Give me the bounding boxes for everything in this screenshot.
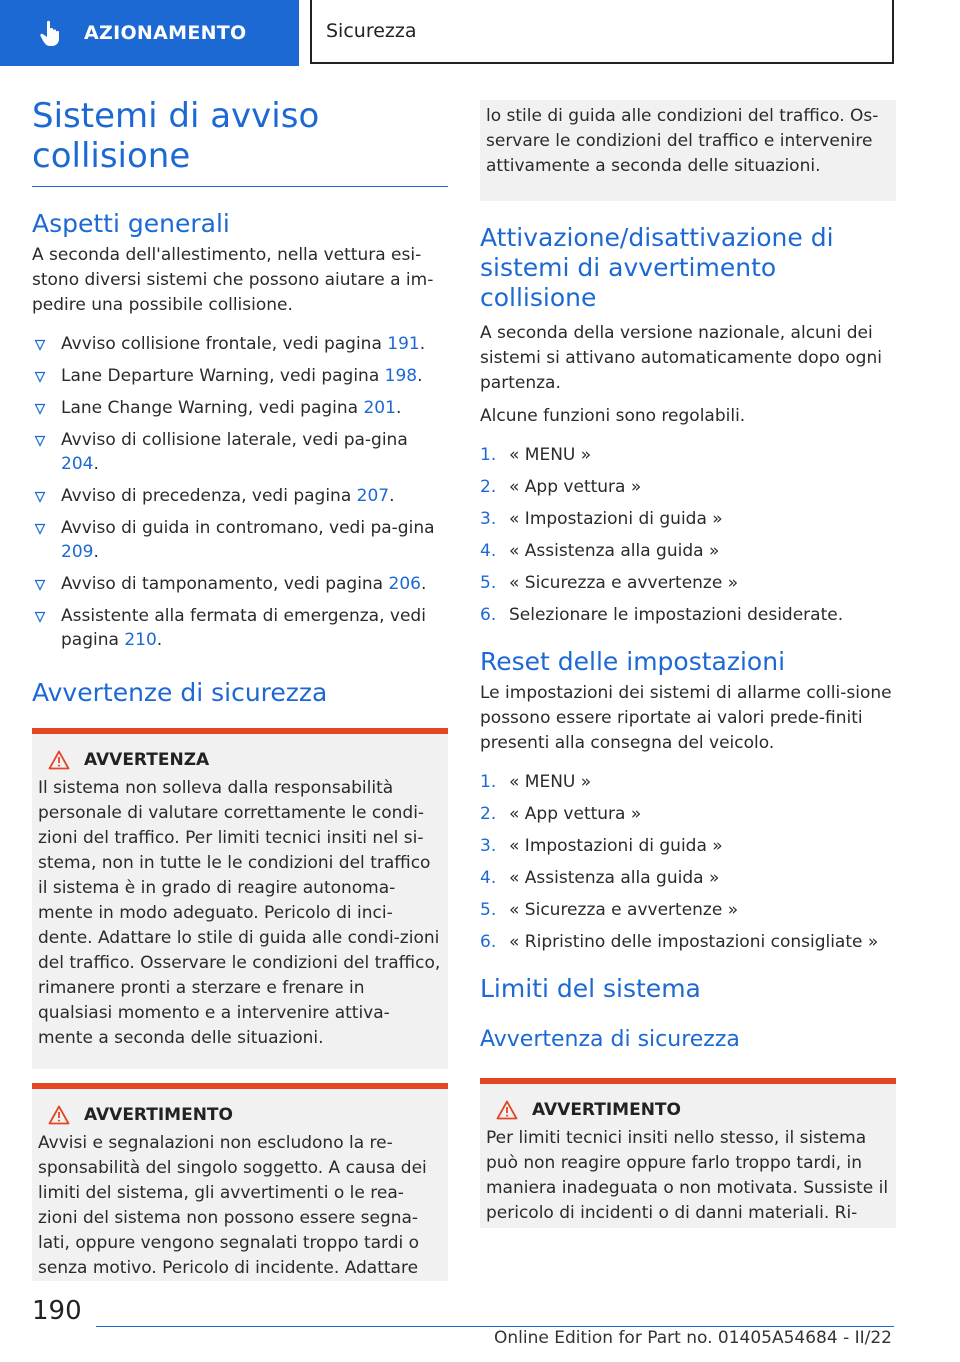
list-item xyxy=(32,364,448,388)
list-item-text: Lane Change Warning, vedi pagina xyxy=(61,398,364,418)
activation-heading: Attivazione/disattivazione di sistemi di avvertimento collisione xyxy=(480,223,834,312)
list-item-punct: . xyxy=(389,486,395,506)
activation-steps xyxy=(480,443,896,627)
page-link[interactable]: 198 xyxy=(384,366,418,386)
page-link[interactable]: 207 xyxy=(356,486,390,506)
page-link[interactable]: 206 xyxy=(388,574,421,594)
step-item xyxy=(480,443,896,467)
page-link[interactable]: 209 xyxy=(61,542,94,562)
reset-steps xyxy=(480,770,896,954)
right-column xyxy=(480,100,896,1228)
limits-subheading: Avvertenza di sicurezza xyxy=(480,1027,740,1052)
step-number: 6. xyxy=(480,605,497,625)
chapter-box xyxy=(310,0,894,64)
triangle-bullet-icon xyxy=(34,339,46,351)
list-item-text: Avviso di precedenza, vedi pagina xyxy=(61,486,357,506)
step-text: « App vettura » xyxy=(509,477,642,497)
list-item-punct: . xyxy=(93,542,99,562)
warning-text: Per limiti tecnici insiti nello stesso, il sistema può non reagire oppure farlo troppo tardi, in maniera inadeguata o non motivata. Sussiste il pericolo di incidenti o di danni materiali. Ri- xyxy=(486,1128,889,1223)
step-number: 3. xyxy=(480,509,497,529)
step-number: 1. xyxy=(480,445,497,465)
list-item xyxy=(32,332,448,356)
step-text: « App vettura » xyxy=(509,804,642,824)
warning-triangle-icon xyxy=(48,1105,70,1125)
step-item xyxy=(480,507,896,531)
step-item xyxy=(480,603,896,627)
list-item-text: Assistente alla fermata di emergenza, vedi pagina xyxy=(61,606,426,650)
continued-text: lo stile di guida alle condizioni del traffico. Os-servare le condizioni del traffico e intervenire attivamente a seconda delle situazioni. xyxy=(486,106,879,176)
general-intro: A seconda dell'allestimento, nella vettura esi-stono diversi sistemi che possono aiutare a im-pedire una possibile collisione. xyxy=(32,245,434,315)
step-text: « Impostazioni di guida » xyxy=(509,836,723,856)
warning-box-1 xyxy=(32,728,448,1069)
step-text: « Sicurezza e avvertenze » xyxy=(509,900,739,920)
step-item xyxy=(480,834,896,858)
step-item xyxy=(480,930,896,954)
safety-heading: Avvertenze di sicurezza xyxy=(32,678,328,707)
list-item xyxy=(32,428,448,476)
limits-heading: Limiti del sistema xyxy=(480,974,701,1003)
page-link[interactable]: 191 xyxy=(387,334,420,354)
list-item xyxy=(32,396,448,420)
reset-text: Le impostazioni dei sistemi di allarme colli-sione possono essere riportate ai valori prede-finiti presenti alla consegna del veicolo. xyxy=(480,683,892,753)
edition-text: Online Edition for Part no. 01405A54684 - II/22 xyxy=(493,1328,892,1348)
list-item xyxy=(32,572,448,596)
triangle-bullet-icon xyxy=(34,611,46,623)
triangle-bullet-icon xyxy=(34,435,46,447)
page-number: 190 xyxy=(32,1296,82,1326)
step-text: « Sicurezza e avvertenze » xyxy=(509,573,739,593)
list-item-punct: . xyxy=(93,454,99,474)
activation-note: Alcune funzioni sono regolabili. xyxy=(480,406,746,426)
step-text: « MENU » xyxy=(509,445,592,465)
list-item-punct: . xyxy=(395,398,402,418)
triangle-bullet-icon xyxy=(34,523,46,535)
step-number: 2. xyxy=(480,477,497,497)
step-number: 1. xyxy=(480,772,497,792)
list-item-punct: . xyxy=(419,334,426,354)
list-item xyxy=(32,516,448,564)
activation-text: A seconda della versione nazionale, alcuni dei sistemi si attivano automaticamente dopo ogni partenza. xyxy=(480,323,882,393)
list-item xyxy=(32,604,448,652)
section-label: AZIONAMENTO xyxy=(84,22,247,44)
step-text: « Assistenza alla guida » xyxy=(509,541,720,561)
warning-continuation xyxy=(480,100,896,201)
warning-title: AVVERTENZA xyxy=(84,750,210,770)
step-number: 5. xyxy=(480,573,497,593)
step-text: « Ripristino delle impostazioni consigliate » xyxy=(509,932,879,952)
list-item-text: Avviso di tamponamento, vedi pagina xyxy=(61,574,389,594)
warning-triangle-icon xyxy=(48,750,70,770)
warning-box-3 xyxy=(480,1078,896,1228)
list-item-punct: . xyxy=(420,574,427,594)
page-link[interactable]: 204 xyxy=(61,454,94,474)
warning-box-2 xyxy=(32,1083,448,1281)
warning-title: AVVERTIMENTO xyxy=(84,1105,233,1125)
step-item xyxy=(480,475,896,499)
reset-heading: Reset delle impostazioni xyxy=(480,647,786,676)
list-item-text: Avviso di collisione laterale, vedi pa-gina xyxy=(61,430,408,450)
step-item xyxy=(480,866,896,890)
step-text: « MENU » xyxy=(509,772,592,792)
footer-divider xyxy=(96,1326,894,1327)
step-item xyxy=(480,571,896,595)
triangle-bullet-icon xyxy=(34,579,46,591)
step-text: « Impostazioni di guida » xyxy=(509,509,723,529)
system-list xyxy=(32,332,448,652)
list-item-punct: . xyxy=(417,366,423,386)
step-number: 2. xyxy=(480,804,497,824)
step-item xyxy=(480,770,896,794)
step-item xyxy=(480,898,896,922)
hand-pointer-icon xyxy=(36,18,66,48)
page-title: Sistemi di avviso collisione xyxy=(32,96,448,187)
list-item-text: Lane Departure Warning, vedi pagina xyxy=(61,366,385,386)
warning-text: Avvisi e segnalazioni non escludono la re-sponsabilità del singolo soggetto. A causa dei limiti del sistema, gli avvertimenti o le rea-zioni del sistema non possono essere segna-lati, oppure vengono segnalati troppo tardi o senza motivo. Pericolo di incidente. Adattare xyxy=(38,1133,427,1278)
step-number: 3. xyxy=(480,836,497,856)
triangle-bullet-icon xyxy=(34,403,46,415)
step-number: 6. xyxy=(480,932,497,952)
step-number: 4. xyxy=(480,868,497,888)
warning-title: AVVERTIMENTO xyxy=(532,1100,681,1120)
step-number: 5. xyxy=(480,900,497,920)
list-item-punct: . xyxy=(156,630,163,650)
step-text: « Assistenza alla guida » xyxy=(509,868,720,888)
step-number: 4. xyxy=(480,541,497,561)
list-item-text: Avviso di guida in contromano, vedi pa-gina xyxy=(61,518,435,538)
step-item xyxy=(480,539,896,563)
section-tab[interactable] xyxy=(0,0,299,66)
triangle-bullet-icon xyxy=(34,491,46,503)
chapter-label: Sicurezza xyxy=(326,20,417,42)
warning-text: Il sistema non solleva dalla responsabilità personale di valutare correttamente le condi-zioni del traffico. Per limiti tecnici insiti nel si-stema, non in tutte le le condizioni del traffico il sistema è in grado di reagire autonoma-mente in modo adeguato. Pericolo di inci-dente. Adattare lo stile di guida alle condi-zioni del traffico. Osservare le condizioni del traffico, rimanere pronti a sterzare e frenare in qualsiasi momento e a intervenire attiva-mente a seconda delle situazioni. xyxy=(38,778,441,1048)
left-column xyxy=(32,96,448,1281)
page-link[interactable]: 201 xyxy=(363,398,396,418)
general-heading: Aspetti generali xyxy=(32,209,230,238)
step-text: Selezionare le impostazioni desiderate. xyxy=(509,605,844,625)
list-item xyxy=(32,484,448,508)
page-link[interactable]: 210 xyxy=(124,630,157,650)
step-item xyxy=(480,802,896,826)
warning-triangle-icon xyxy=(496,1100,518,1120)
list-item-text: Avviso collisione frontale, vedi pagina xyxy=(61,334,388,354)
triangle-bullet-icon xyxy=(34,371,46,383)
